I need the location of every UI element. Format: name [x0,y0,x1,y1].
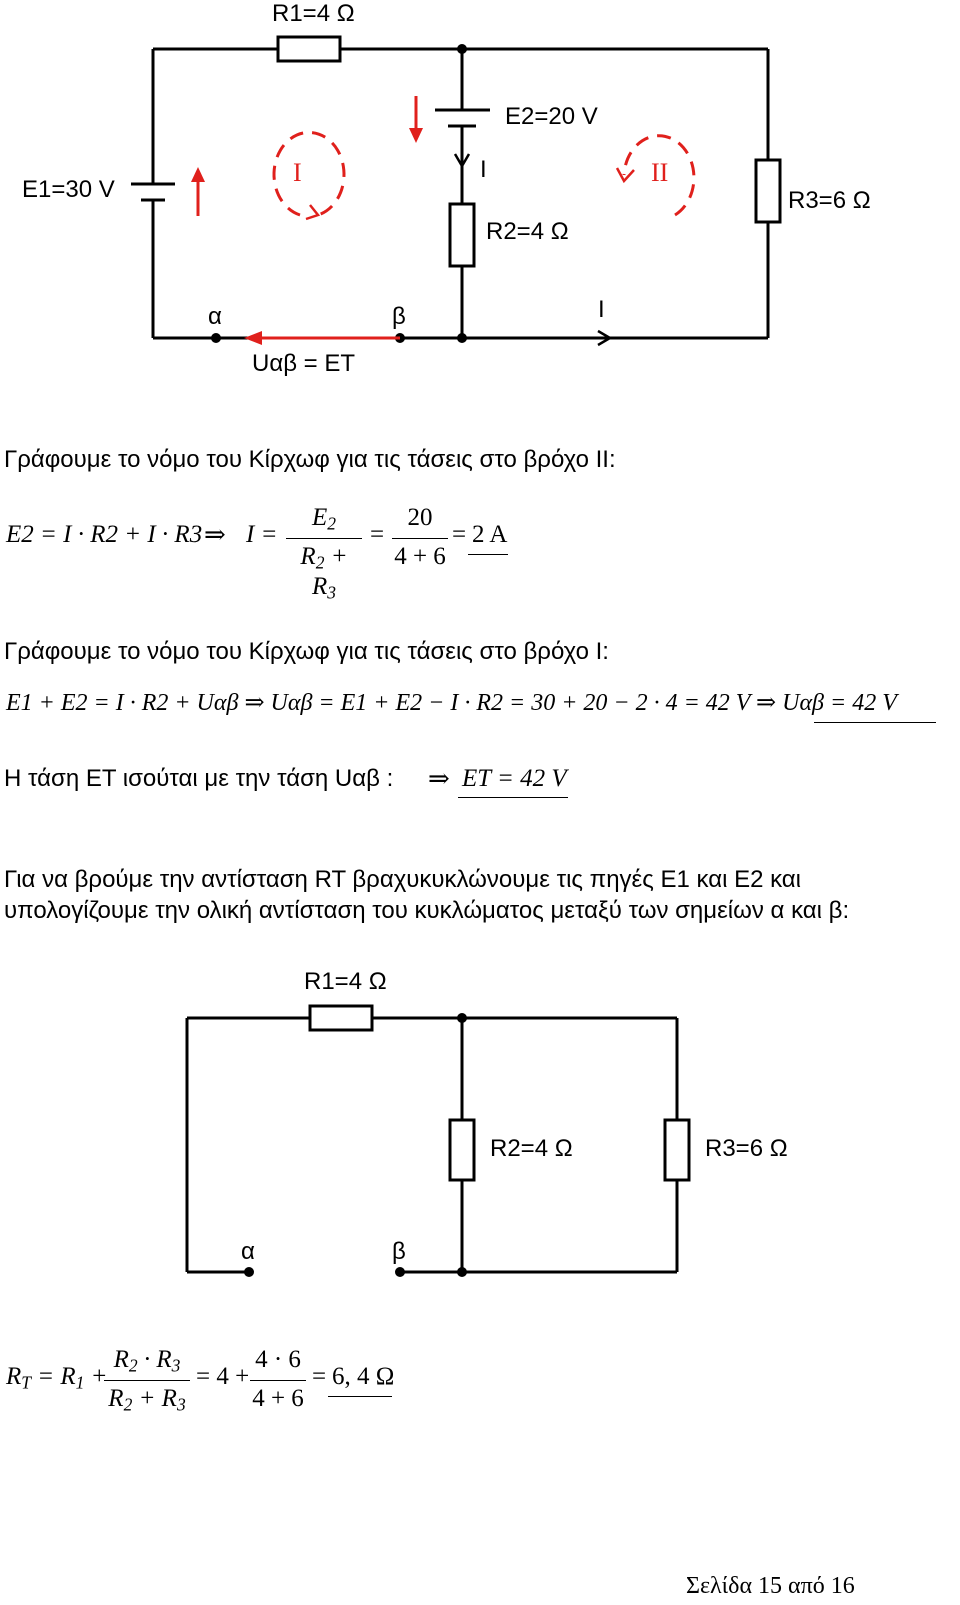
r1-label: R1=4 Ω [272,0,355,27]
et-sentence: Η τάση ET ισούται με την τάση Uαβ : [4,765,394,792]
c2-node-a-label: α [241,1238,255,1265]
e1-label: E1=30 V [22,176,115,203]
eq4-frac2-bar [250,1380,306,1381]
r3-label: R3=6 Ω [788,187,871,214]
equation-2: E1 + E2 = I · R2 + Uαβ ⇒ Uαβ = E1 + E2 − I · R2 = 30 + 20 − 2 · 4 = 42 V ⇒ Uαβ = 42 V [6,690,897,716]
red-arrows [191,96,423,345]
node-a-dot [211,333,221,343]
eq1-result: 2 A [472,521,508,548]
eq1-frac1-bar [286,538,362,539]
eq1-frac1-den: $R_2 + R_3$ [300,543,348,603]
eq1-eq3: = [452,521,467,548]
eq4-frac2-den: 4 + 6 [252,1385,304,1412]
node-b-label: β [392,303,406,330]
loop-2-intro: Γράφουμε το νόμο του Κίρχωφ για τις τάσεις στο βρόχο ΙΙ: [4,446,616,473]
r2-label: R2=4 Ω [486,218,569,245]
r2-resistor [450,204,474,266]
eq1-frac2-bar [392,538,448,539]
loop-2-label: II [651,158,669,187]
r3-resistor-2 [665,1120,689,1180]
loop-1-arc [274,132,344,215]
equation-3: ET = 42 V [462,765,567,792]
junction-top [457,44,467,54]
r2-resistor-2 [450,1120,474,1180]
eq4-left: $R_T = R_1$ + [6,1363,108,1393]
uab-label: Uαβ = ET [252,350,356,377]
e2-battery [435,110,490,126]
junction-top-2 [457,1013,467,1023]
eq1-result-underline [468,554,508,555]
equation-1-left: E2 = I · R2 + I · R3 [6,521,203,548]
eq4-result-underline [328,1396,392,1397]
eq1-frac2-den: 4 + 6 [394,543,446,570]
e1-battery [131,184,175,200]
c2-r2-label: R2=4 Ω [490,1135,573,1162]
eq1-frac1-num: $E_2$ [311,504,337,534]
circuit-2-diagram [0,960,960,1280]
c2-r3-label: R3=6 Ω [705,1135,788,1162]
loop-1-intro: Γράφουμε το νόμο του Κίρχωφ για τις τάσεις στο βρόχο Ι: [4,638,609,665]
c2-node-b-label: β [392,1238,406,1265]
node-a-dot-2 [244,1267,254,1277]
node-b-dot-2 [395,1267,405,1277]
eq4-eq: = [312,1363,327,1390]
e2-label: E2=20 V [505,103,598,130]
eq3-underline [458,797,568,798]
implies-symbol-1: ⇒ [204,520,226,549]
eq4-frac1-den: $R_2 + R_3$ [108,1385,186,1415]
eq4-frac1-bar [104,1380,190,1381]
eq1-eq2: = [370,521,385,548]
junction-bottom-2 [457,1267,467,1277]
node-a-label: α [208,303,222,330]
implies-symbol-3: ⇒ [428,764,450,793]
loop-1-label: I [293,158,302,187]
rt-intro-line1: Για να βρούμε την αντίσταση RT βραχυκυκλώνουμε τις πηγές E1 και E2 και [4,866,802,893]
eq4-mid: = 4 + [196,1363,250,1390]
eq4-result: 6, 4 Ω [332,1363,395,1390]
current-label-mid: I [480,156,487,183]
eq1-i-equals: I = [246,521,278,548]
page-footer: Σελίδα 15 από 16 [686,1573,855,1599]
current-label-bottom: I [598,296,605,323]
eq1-frac2-num: 20 [407,504,433,531]
rt-intro-line2: υπολογίζουμε την ολική αντίσταση του κυκλώματος μεταξύ των σημείων α και β: [4,897,850,924]
eq4-frac2-num: 4 · 6 [255,1346,301,1373]
r1-resistor-2 [310,1006,372,1030]
r3-resistor [756,160,780,222]
eq4-frac1-num: $R_2 \cdot R_3$ [113,1346,181,1376]
junction-bottom [457,333,467,343]
c2-r1-label: R1=4 Ω [304,968,387,995]
eq2-result-underline [814,722,936,723]
r1-resistor [278,37,340,61]
